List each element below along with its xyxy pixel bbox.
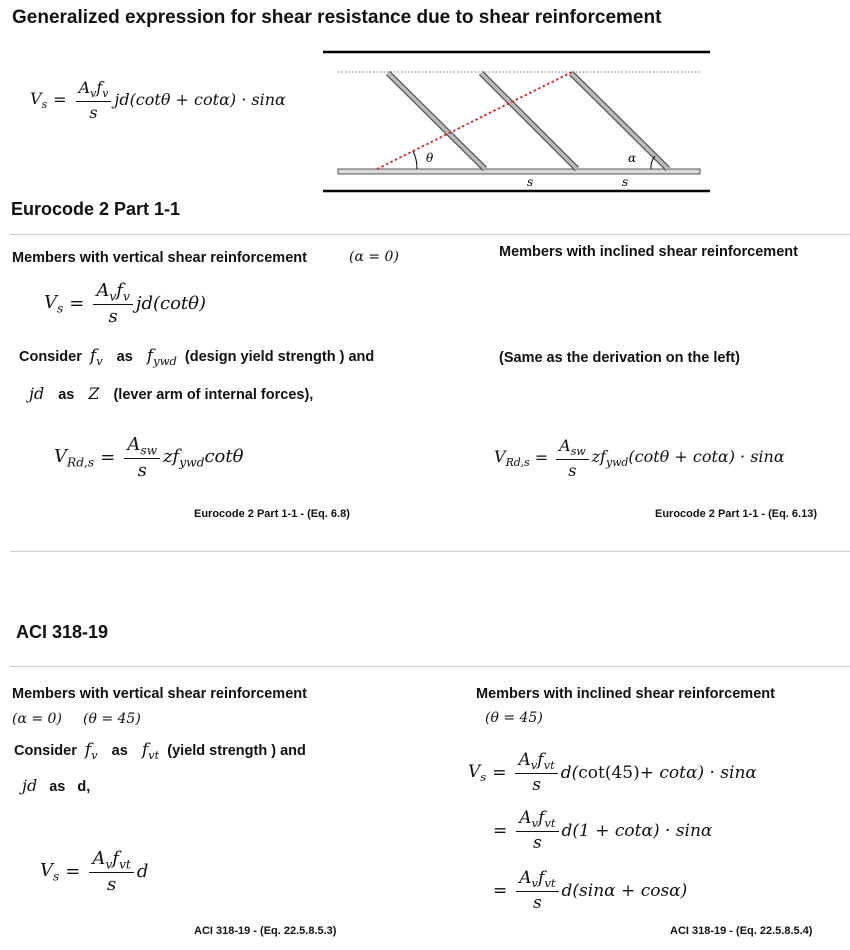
aci-ref-left: ACI 318-19 - (Eq. 22.5.8.5.3) — [194, 925, 337, 937]
ec2-vs-equation: $V_s$ = $\frac{A_vf_v}{s}$ jd(cotθ) — [44, 280, 207, 328]
ec2-vrds-equation-left: $V_{Rd,s}$ = $\frac{A_{sw}}{s}$ $zf_{ywd}\cot\theta$ — [54, 434, 244, 482]
aci-vertical-title: Members with vertical shear reinforcement — [12, 686, 307, 702]
divider — [10, 666, 850, 667]
ec2-lever-arm-line: jd as Z (lever arm of internal forces), — [29, 384, 314, 403]
general-equation: $V_s$ = $\frac{A_vf_v}{s}$ jd(cotθ + cotα) · sinα — [30, 78, 286, 122]
theta-label: θ — [426, 151, 434, 165]
ec2-consider-line: Consider $f_v$ as $f_{ywd}$ (design yield strength ) and — [19, 346, 375, 369]
aci-inclined-condition: (θ = 45) — [485, 710, 543, 726]
ec2-ref-left: Eurocode 2 Part 1-1 - (Eq. 6.8) — [194, 508, 350, 520]
divider — [10, 234, 850, 235]
eq-tail: jd(cotθ + cotα) · sinα — [114, 90, 286, 110]
shear-reinforcement-diagram — [320, 45, 715, 200]
aci-consider-line: Consider $f_v$ as $f_{vt}$ (yield strength ) and — [14, 740, 306, 763]
ec2-inclined-title: Members with inclined shear reinforcement — [499, 244, 798, 260]
aci-heading: ACI 318-19 — [16, 622, 109, 642]
aci-jd-line: jd as d, — [22, 776, 91, 795]
spacing-label-1: s — [527, 175, 534, 189]
aci-vertical-condition-alpha: (α = 0) — [12, 711, 62, 727]
ec2-vertical-title: Members with vertical shear reinforcement — [12, 250, 307, 266]
aci-vs-equation-right-1: $V_s$ = $\frac{A_vf_{vt}}{s}$ d( cot(45) + cotα) · sinα — [468, 750, 757, 796]
ec2-heading: Eurocode 2 Part 1-1 — [11, 199, 181, 219]
alpha-label: α — [628, 151, 637, 165]
ec2-same-note: (Same as the derivation on the left) — [499, 350, 740, 366]
aci-vertical-condition-theta: (θ = 45) — [83, 711, 141, 727]
ec2-vrds-equation-right: $V_{Rd,s}$ = $\frac{A_{sw}}{s}$ $zf_{ywd}(\cot\theta + \cot\alpha) \cdot \sin\alpha$ — [494, 436, 785, 480]
page-title: Generalized expression for shear resistance due to shear reinforcement — [12, 7, 662, 28]
aci-vs-equation-right-3: = $\frac{A_vf_{vt}}{s}$ d(sinα + cosα) — [493, 868, 688, 914]
eq-fraction: $\frac{A_vf_v}{s}$ — [76, 78, 112, 122]
ec2-vertical-condition: (α = 0) — [349, 249, 399, 265]
ec2-ref-right: Eurocode 2 Part 1-1 - (Eq. 6.13) — [655, 508, 817, 520]
aci-inclined-title: Members with inclined shear reinforcement — [476, 686, 775, 702]
aci-vs-equation-left: $V_s$ = $\frac{A_vf_{vt}}{s}$ d — [40, 848, 149, 896]
spacing-label-2: s — [622, 175, 629, 189]
divider — [10, 551, 850, 552]
eq-lhs: $V_s$ — [30, 89, 48, 111]
aci-vs-equation-right-2: = $\frac{A_vf_{vt}}{s}$ d(1 + cotα) · sinα — [493, 808, 713, 854]
theta-arc — [413, 151, 417, 169]
aci-ref-right: ACI 318-19 - (Eq. 22.5.8.5.4) — [670, 925, 813, 937]
